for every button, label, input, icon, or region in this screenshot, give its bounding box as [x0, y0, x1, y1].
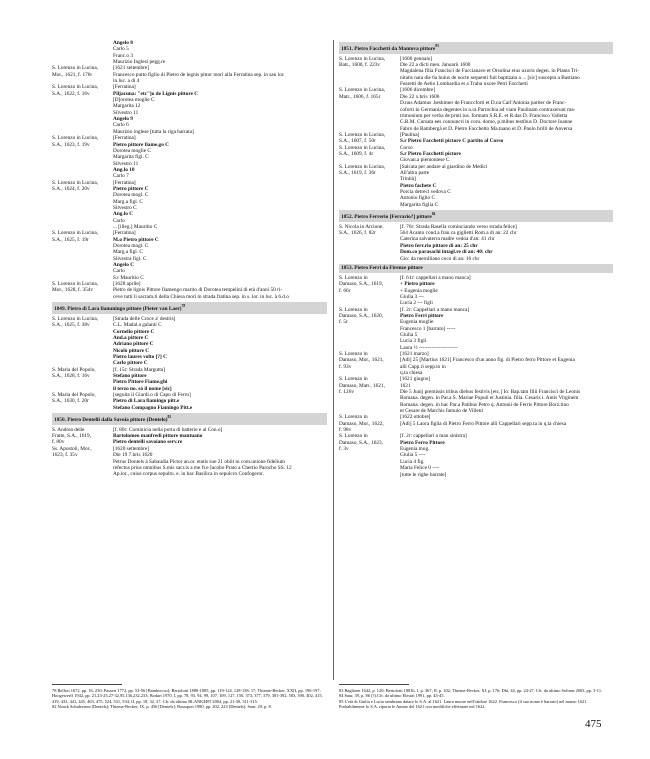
text-line: And.a pittore C	[113, 334, 149, 341]
text-line: Pietro di Lara fiamingo pitt.e	[113, 398, 180, 405]
text-line: Lucia 4 fig.	[400, 458, 425, 465]
source-line: f. 93v	[339, 363, 352, 370]
text-line: [f. 76r: Strada Rasella cominciando verso strada felice]	[400, 223, 517, 230]
footnote-ref: 83	[435, 44, 439, 48]
text-line: S.r Pietro Facchetti pictore C partito al Corso	[400, 138, 504, 145]
archive-entry	[339, 414, 613, 433]
page-number: 475	[585, 718, 602, 730]
text-line: Franc.o 3	[113, 52, 134, 59]
text-line: Pietro pittore fiame.go C	[113, 141, 169, 148]
entry-text	[113, 427, 327, 446]
text-line: il terzo no. sò il nome [sic]	[113, 385, 172, 392]
text-line: Trinità]	[400, 176, 416, 183]
source-line: S. Lorenzo in Lucina,	[339, 163, 386, 170]
section-heading: 1852. Pietro Ferrerio [Ferrario?] pittore$^{84}$	[339, 210, 613, 222]
text-line: Carlo 5	[113, 46, 129, 53]
text-line: Francesco putto figlio di Pietro de legnis pittor mori alla Ferratina sep. in san lor.	[113, 71, 285, 78]
entry-source	[52, 392, 113, 411]
archive-entry	[52, 367, 327, 392]
entry-source	[339, 145, 400, 164]
entry-text	[400, 414, 613, 433]
footnote: 83 Baglione 1642, p. 120; Bertolotti 1881b, I, p. 367; II, p. 102; Thieme-Becker, XI, p. 176; Dbi, 44, pp. 24-27. Cfr. da ultimo Solinas 2003, pp. 3-11.	[339, 688, 603, 693]
section-heading: 1849. Pietro di Lara fiammingo pittore (Pieter van Laer)$^{78}$	[52, 302, 327, 314]
text-line: Pietro fachete C	[400, 182, 437, 189]
text-line: Piljacuna: "etc"]o de Lignis pittore C	[113, 90, 199, 97]
text-line: + Eugenia moglie	[400, 287, 438, 294]
text-line: alli Capp.ri sepp.to in	[400, 363, 446, 370]
entry-text	[400, 132, 613, 145]
entry-source	[52, 135, 113, 179]
text-line: [1621 marzo]	[400, 350, 429, 357]
text-line: [Adì] 5 Laora figlia di Pietro Ferro Pittore alli Cappellari sepp.ta in q.ta chiesa	[400, 420, 567, 427]
entry-source	[52, 316, 113, 367]
footnote: 84 Saur, 39, p. 86 (?).Cfr. da ultimo Eleutri 1991, pp. 43-45.	[339, 693, 445, 699]
entry-text	[113, 316, 327, 367]
text-line: [tutte le righe barrate]	[400, 471, 447, 478]
text-line: C.R.M. Cursata ees connuncri in coru. domo, p.mibus testibus D. Doctore Ioanne	[400, 119, 573, 126]
text-line: q.ta chiesa	[400, 370, 423, 376]
text-line: [Strada delle Croce a' destris]	[113, 315, 176, 322]
entry-text	[400, 307, 613, 351]
source-line: S. Lorenzo in Lucina,	[52, 315, 99, 322]
entry-text	[400, 145, 613, 164]
text-line: Carlo 7	[113, 173, 129, 180]
entry-source	[52, 40, 113, 65]
archive-entry	[339, 164, 613, 208]
left-column	[52, 40, 327, 478]
entry-text	[400, 433, 613, 477]
source-line: Damaso, Matr., 1621,	[339, 382, 385, 389]
text-line: Laora ½ ----------------------	[400, 344, 458, 351]
text-line: 1621	[400, 382, 411, 389]
footnotes-left	[52, 688, 327, 709]
text-line: S.r Pietro Facchetti pictore	[400, 150, 461, 157]
text-line: Lucia 3 figli	[400, 338, 427, 345]
entry-source	[339, 351, 400, 376]
source-line: Mor., 1628, f. 354v	[52, 287, 94, 294]
source-line: f. 98v	[339, 427, 352, 434]
entry-source	[52, 180, 113, 231]
text-line: in luc. a di 4	[113, 78, 140, 85]
entry-source	[339, 56, 400, 88]
entry-text	[400, 376, 613, 414]
text-line: Maurizio Inglesi pegg.re	[113, 59, 166, 66]
entry-text	[400, 275, 613, 307]
text-line: Pietro pittore C	[113, 185, 149, 192]
text-line: Dorotea mogl. C	[113, 243, 149, 249]
footnote-ref: 78	[181, 304, 186, 309]
source-line: Damaso, Mor., 1622,	[339, 420, 384, 427]
text-line: Pietro de lignis Pittore fiamengo marito di Dorotea tempelini di età d'anni 50 ri-	[113, 287, 283, 294]
text-line: Marg.a figl. C	[113, 198, 143, 205]
entry-text	[113, 65, 327, 84]
text-line: Nicolò pittore C	[113, 347, 150, 354]
source-line: S. Lorenzo in Lucina,	[339, 55, 386, 62]
section-heading: 1851. Pietro Facchetti da Mantova pittore$^{83}$	[339, 42, 613, 54]
source-line: S. Lorenzo in Lucina,	[339, 144, 386, 151]
entry-source	[52, 65, 113, 84]
text-line: M.o Pietro pittore C	[113, 236, 159, 243]
text-line: et Cesare de Marchis famulo de Villetri	[400, 408, 484, 415]
text-line: Silvestra figl. C	[113, 255, 147, 262]
text-line: Die 22 a dicti men. Januarii 1600	[400, 62, 471, 69]
entry-source	[339, 307, 400, 351]
entry-source	[339, 275, 400, 307]
source-line: S. Lorenzo in Lucina,	[339, 131, 386, 138]
text-line: Fabro de Bambergà et D. Pietro Facchetto Ma.tuano et D. Paulo brilli de Anversa	[400, 125, 573, 132]
text-line: Magdalena filia Francisci de Faccianave et Orsolina eius uxoris degen. in Platea Tri-	[400, 68, 580, 75]
entry-text	[113, 230, 327, 281]
archive-entry	[52, 446, 327, 478]
entry-text	[113, 367, 327, 392]
source-line: 1623, f. 35v	[52, 452, 78, 459]
text-line: Petrus Dontels à Sabaudia Pictor an.or. etatis sue 21 obiit in com.unione fidelium	[113, 458, 285, 465]
archive-entry	[52, 84, 327, 135]
source-line: S. Lorenzo in Lucina,	[52, 179, 99, 186]
text-line: [f. 80r: Cominicia nella porta di batterie e al Con.o]	[113, 426, 223, 433]
section-heading: 1853. Pietro Ferri da Firenze pittore	[339, 264, 613, 273]
archive-entry	[339, 351, 613, 376]
text-line: [1628 aprile]	[113, 281, 141, 288]
archive-entry	[52, 230, 327, 281]
source-line: S.A., 1624, f. 20v	[52, 185, 90, 192]
source-line: S. Lorenzo in	[339, 376, 368, 383]
source-line: f. 66r	[339, 287, 351, 294]
archive-entry	[52, 65, 327, 84]
text-line: [f. 15r: Strada Margutta]	[113, 366, 165, 373]
source-line: S. Lorenzo in	[339, 414, 368, 421]
text-line: [1621 giugno]	[400, 376, 431, 383]
source-line: f. 3v	[339, 446, 349, 453]
entry-source	[52, 367, 113, 392]
source-line: S. Maria del Popolo,	[52, 366, 96, 373]
text-line: Pietro ferr.rio pittore di an: 25 chr	[400, 242, 478, 249]
entry-source	[52, 427, 113, 446]
text-line: Margarita 12	[113, 103, 141, 110]
text-line: Carlo 6	[113, 122, 129, 129]
entry-text	[113, 180, 327, 231]
text-line: Eugenia moglie	[400, 319, 434, 326]
text-line: [Ferratina]	[113, 230, 136, 237]
footnote-rule-right	[339, 684, 409, 685]
text-line: coforti in Germania degentes in n.ra Parrochia ad viam Paulinam contraxerunt ma-	[400, 106, 576, 113]
source-line: S.A., 1625, f. 19r	[52, 236, 89, 243]
text-line: Francesco 1 [barrato] -----	[400, 325, 456, 332]
source-line: S. Maria del Popolo,	[52, 391, 96, 398]
text-line: Bartolomeo manfredi pittore mantuano	[113, 433, 203, 440]
text-line: Carlo	[113, 268, 125, 275]
source-line: S. Andrea delle	[52, 426, 85, 433]
text-line: Pietro Pittore Fiame.ghi	[113, 379, 168, 386]
archive-entry	[339, 132, 613, 145]
archive-entry	[52, 40, 327, 65]
text-line: Cornelio pittore C	[113, 328, 155, 335]
text-line: [Ferratina]	[113, 179, 136, 186]
source-line: f. 5r	[339, 319, 348, 326]
entry-text	[400, 56, 613, 88]
archive-entry	[339, 307, 613, 351]
source-line: S. Lorenzo in Lucina,	[339, 87, 386, 94]
text-line: Pietro Ferri pittore	[400, 312, 444, 319]
source-line: Mor., 1621, f. 176r	[52, 71, 93, 78]
column-divider	[333, 40, 334, 680]
text-line: Giovan.a piemontese C	[400, 157, 450, 164]
source-line: f. 80v	[52, 439, 65, 446]
source-line: S. Lorenzo in Lucina,	[52, 135, 99, 142]
entry-text	[400, 351, 613, 376]
source-line: S. Lorenzo in	[339, 350, 368, 357]
archive-entry	[339, 145, 613, 164]
source-line: S.A., 1630, f. 20r	[52, 398, 89, 405]
text-line: ceve tutti li sacram.ti della Chiesa morì in strada fratina sep. in s. lor. in luc. à 6.d.o	[113, 293, 289, 300]
source-line: S. Lorenzo in Lucina,	[52, 65, 99, 72]
footnote: 78 Bellori 1672, pp. 16, 230; Passeri 1772, pp. 53-56 [Bamboccio]; Bertolotti 1880-1885, pp. 119-124, 128-138; 17; Thieme-Becker, XXII, pp. 196-197; Hoogewerff 1942, pp. 21,23-25,27-32,95,136,232,233; Bodart 1970, I, pp. 78, 93, 94, 99, 107, 109, 127, 150, 373, 377, 379, 381-392, 583, 390, 402, 415, 419, 433, 441, 445, 463, 475, 524, 531, 534; II, pp. 18, 32, 37. Cfr. da ultimo BLANKERT 2004, pp. 21-30, 311-315.	[52, 688, 323, 704]
text-line: 564 Acanto cond.a fran.ca giglietti Rom.a di an: 22 chr	[400, 230, 517, 237]
entry-text	[113, 392, 327, 411]
text-line: Die 22 x.bris 1606	[400, 93, 440, 100]
text-line: All'altra parte	[400, 169, 430, 176]
archive-entry	[52, 427, 327, 446]
source-line: Matr., 1606, f. 165r	[339, 93, 381, 100]
text-line: Pietro laures volto [?] C	[113, 353, 167, 360]
section-heading: 1850. Pietro Dentelli dalla Savoia pittore (Dentelo)$^{82}$	[52, 413, 327, 425]
entry-text	[113, 40, 327, 65]
entry-source	[52, 84, 113, 135]
text-line: Angelo C	[113, 262, 135, 269]
entry-source	[339, 87, 400, 131]
text-line: [Ferratina]	[113, 135, 136, 142]
archive-entry	[339, 56, 613, 88]
entry-source	[339, 132, 400, 145]
archive-entry	[339, 87, 613, 131]
source-line: S. Lorenzo in Lucina,	[52, 281, 99, 288]
text-line: [f. 2r: cappellari a man sinistra]	[400, 433, 467, 440]
archive-entry	[339, 376, 613, 414]
text-line: Dom.co parasachi intagl.re di an: 40: chr	[400, 249, 493, 256]
footnote: 82 Noack Schulerisen [Dentels]; Thieme-Becker, IX, p. 456 [Dentels]; Bousquet 1980, pp. 202, 223 [Dentels]; Saur, 29, p. 8.	[52, 703, 272, 709]
entry-source	[339, 433, 400, 477]
text-line: Ap.lor., cuius corpus sepultu. e. in hac Basilica in sepulcro Confogeror.	[113, 471, 264, 478]
text-line: Romana. degen. in Par.a S. Mariae Populi et Justinia. filia. Cesaris i. Antis Virginem	[400, 395, 579, 402]
entry-text	[400, 164, 613, 208]
text-line: Giulia 5 ----	[400, 452, 426, 459]
source-line: S.A., 1622, f. 16v	[52, 90, 90, 97]
entry-source	[339, 376, 400, 414]
text-line: Angelo 9	[113, 116, 133, 123]
source-line: S. Lorenzo in	[339, 433, 368, 440]
entry-source	[339, 164, 400, 208]
entry-source	[339, 224, 400, 262]
text-line: Gio: da mernlliano coco di an: 16 chr	[400, 255, 480, 262]
text-line: Stefano pittore	[113, 372, 147, 379]
footnote-ref: 82	[167, 415, 172, 420]
text-line: [1621 settembre]	[113, 65, 150, 72]
text-line: Ang.lo 10	[113, 166, 135, 173]
source-line: S.A., 1626, f. 82r	[339, 230, 376, 237]
text-line: Carlo	[113, 217, 125, 224]
entry-text	[113, 84, 327, 135]
source-line: S. Lorenzo in	[339, 274, 368, 281]
entry-source	[339, 414, 400, 433]
text-line: Maria Felice 0 ----	[400, 465, 440, 472]
entry-text	[113, 281, 327, 300]
entry-text	[113, 135, 327, 179]
text-line: Lucia 2 --- figli	[400, 300, 433, 307]
footnote: 85 L'età di Giulia e Lucia sembrano datare lo S.A. al 1621. Laura muore nell'ottobre 1622. Francesco (il suo nome è barrato) nel marzo 1621. Probabilmente lo S.A. riporta le Anime del 1621 con modifiche effettuate nel 1622.	[339, 698, 588, 709]
text-line: [seguita il Giardi.o di Capo di Ferro]	[113, 391, 191, 398]
source-line: S. Lorenzo in	[339, 306, 368, 313]
archive-entry	[52, 316, 327, 367]
source-line: S.A., 1623, f. 19v	[52, 141, 90, 148]
text-line: Die 19 7.bris 1620	[113, 452, 153, 459]
source-line: S.A., 1607, f. 50r	[339, 138, 376, 145]
text-line: Ang.lo C	[113, 211, 134, 218]
text-line: Romana. degen. in hac Par.a Patibus Petro q. Antonii de Ferris Pittore Borz.tino	[400, 401, 569, 408]
archive-entry	[339, 433, 613, 477]
source-line: Damaso, Mor., 1621,	[339, 357, 384, 364]
text-line: Fearetti de Aetio Lombardia et a Trabu uxore Petri Facchetti	[400, 81, 528, 88]
text-line: ... [illeg.] Mauritio C	[113, 223, 158, 230]
text-line: + Pietro pittore	[400, 281, 435, 288]
text-line: D.nus Adamus .heshimer de Franccforti et D.na Carl'Antonia pariter de Franc-	[400, 100, 567, 107]
text-line: Die 5 Junij premissis tribus diebus festivis [etc.] Io: Bap.tam filii Francisci de Leonis	[400, 389, 581, 396]
text-line: trimonium per verba de prnti ius. formam S.R.E. et R.das D. Francisco Valletta	[400, 112, 568, 119]
source-line: S.A., 1609, f. 4r	[339, 150, 374, 157]
text-line: Marg.a figl. C	[113, 249, 143, 256]
text-line: Eugenia mog.	[400, 446, 430, 453]
text-line: [1620 settembre]	[113, 445, 150, 452]
text-line: S.r Mauritio C	[113, 274, 144, 281]
text-line: Caterina salvaterra madre vedoa d'an: 41 chr	[400, 236, 495, 243]
archive-entry	[52, 281, 327, 300]
source-line: Ss. Apostoli, Mor.,	[52, 445, 92, 452]
text-line: Corso	[400, 144, 413, 151]
text-line: Margarita figlia C	[400, 201, 439, 208]
entry-source	[52, 446, 113, 478]
text-line: [Salcata per andare al giardino de Medici	[400, 163, 488, 170]
source-line: S. Lorenzo in Lucina,	[52, 230, 99, 237]
text-line: Angelo 8	[113, 40, 133, 46]
entry-text	[113, 446, 327, 478]
text-line: Porcia detrect vedova C	[400, 188, 451, 195]
text-line: Stefano Compagno Fiamingo Pitt.e	[113, 404, 193, 411]
text-line: Margarita figl. C	[113, 154, 149, 161]
source-line: Damaso, S.A., 1619,	[339, 281, 383, 288]
footnote-rule-left	[52, 684, 122, 685]
text-line: Giulia 5	[400, 331, 418, 338]
text-line: [1622 ottobre]	[400, 414, 431, 421]
source-line: Damaso, S.A., 1620,	[339, 312, 383, 319]
source-line: S.A., 1619, f. 36r	[339, 169, 376, 176]
archive-entry	[52, 135, 327, 179]
text-line: [f. 2r: Cappellari a mano manca]	[400, 306, 470, 313]
source-line: Fratte, S.A., 1619,	[52, 433, 91, 440]
text-line: [Paulina]	[400, 131, 420, 138]
text-line: Carlo pittore C	[113, 360, 148, 367]
entry-text	[400, 224, 613, 262]
text-line: Giulia 3 ---	[400, 293, 424, 300]
archive-entry	[339, 275, 613, 307]
source-line: Batt., 1600, f. 223v	[339, 62, 381, 69]
archive-entry	[52, 392, 327, 411]
text-line: [1606 dicembre]	[400, 87, 436, 94]
source-line: S.A., 1625, f. 38v	[52, 322, 90, 329]
text-line: Silvestro 11	[113, 109, 139, 116]
entry-source	[52, 230, 113, 281]
text-line: [1600 gennaio]	[400, 55, 433, 62]
text-line: Maurizio inglese [tutta la riga barrata]	[113, 128, 194, 135]
source-line: S. Lorenzo in Lucina,	[52, 84, 99, 91]
text-line: Dorotea mogl. C	[113, 192, 149, 199]
text-line: C.L. Madal.a galanti C	[113, 322, 162, 329]
text-line: [Adì] 25 [Martius 1621] Francesco d'un anno fig. di Pietro ferro Pittore et Eugenia	[400, 357, 575, 364]
right-column	[339, 40, 613, 478]
source-line: S. Nicola in Arcione,	[339, 223, 384, 230]
text-line: Adriano pittore C	[113, 341, 154, 348]
text-line: [Ferratina]	[113, 84, 136, 91]
text-line: [D]orotea moglie C	[113, 97, 155, 104]
text-line: Dorotea moglie C	[113, 147, 151, 154]
source-line: f. 126v	[339, 389, 355, 396]
entry-source	[52, 281, 113, 300]
source-line: S.A., 1628, f. 16v	[52, 372, 90, 379]
text-line: nitatis nata die 6a huius de nocte sequenti fuit baptizata a ... [sic] suscepta a Bastiano	[400, 74, 580, 81]
archive-entry	[52, 180, 327, 231]
footnotes-right	[339, 688, 614, 709]
source-line: Damaso, S.A., 1623,	[339, 439, 383, 446]
text-line: Antonio figlio C	[400, 195, 436, 202]
text-line: Silvestro 11	[113, 160, 139, 167]
archive-entry	[339, 224, 613, 262]
text-line: refectus prius omnibus S.mis sacr.is a me fr.e Iacobo Prato a Chertio Parocho SS. 12	[113, 464, 292, 471]
text-line: Pietro dentelli savoiano serv.re	[113, 439, 183, 446]
footnote-ref: 84	[431, 212, 436, 217]
text-line: [f. 61r: cappellari a mano manca]	[400, 274, 471, 281]
entry-text	[400, 87, 613, 131]
text-line: Pietro Ferro Pittore	[400, 439, 445, 446]
text-line: Silvestro C	[113, 204, 137, 211]
